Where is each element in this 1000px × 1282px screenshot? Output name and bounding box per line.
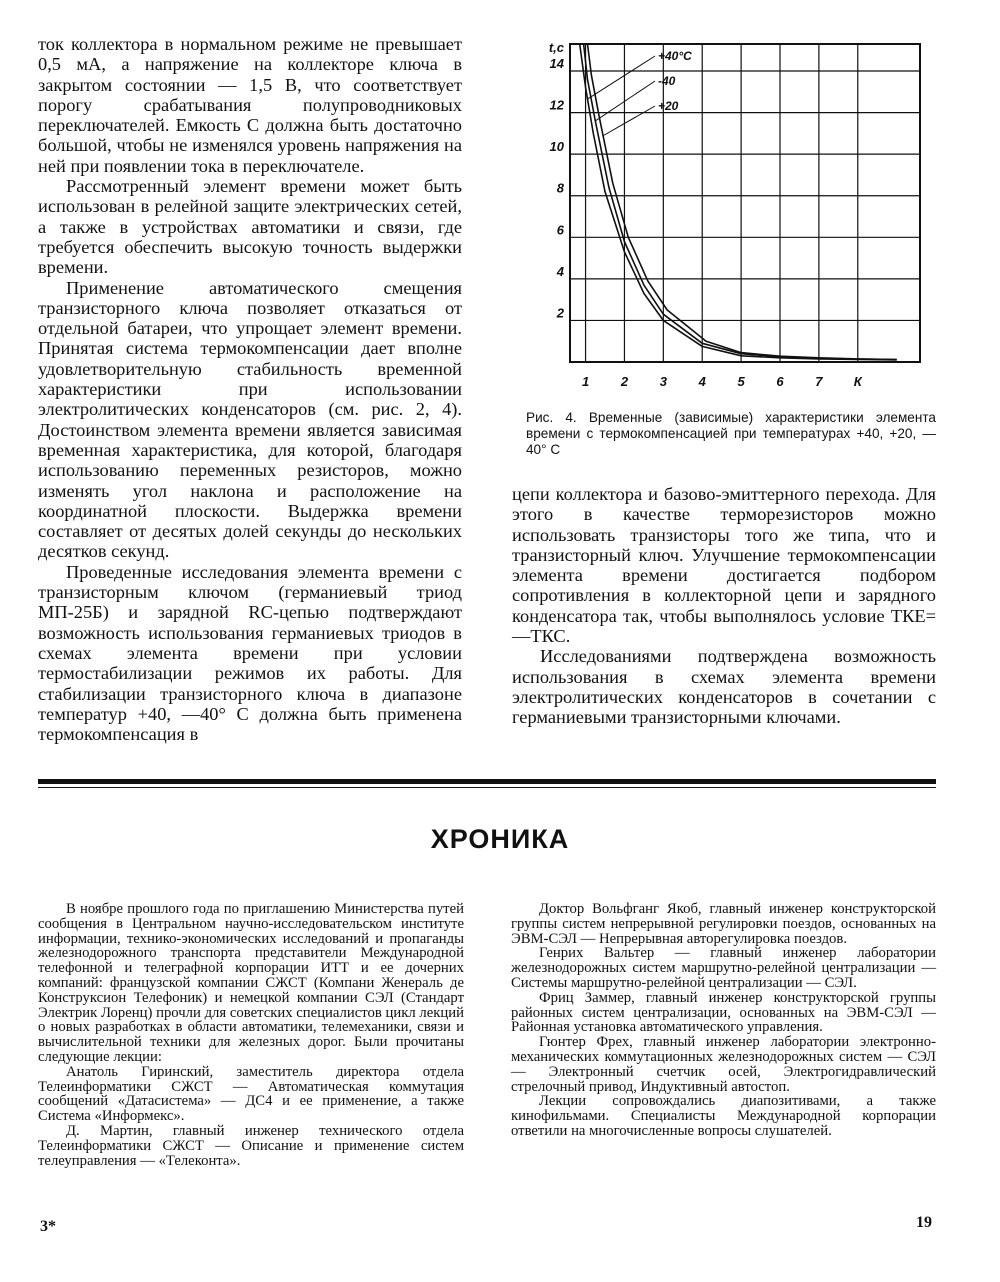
x-tick-label: 1 (581, 374, 590, 389)
x-tick-label: 4 (698, 374, 706, 389)
chronicle-right-column (511, 902, 936, 1139)
y-tick-label: 8 (556, 180, 564, 196)
figure-caption: Рис. 4. Временные (зависимые) характеристики элемента времени с термокомпенсацией при температурах +40, +20, —40° С (526, 410, 936, 457)
paragraph: В ноябре прошлого года по приглашению Министерства путей сообщения в Центральном научно-исследовательском институте информации, технико-экономических исследований и пропаганды железнодорожного транспорта представители Международной телефонной и телеграфной корпорации ИТТ и ее дочерних компаний: французской компании СЖСТ (Компани Женераль де Конструксион Телефоник) и немецкой компании СЭЛ (Стандарт Электрик Лоренц) прочли для советских специалистов цикл лекций о новых разработках в области автоматики, телемеханики, связи и вычислительной техники для железных дорог. Были прочитаны следующие лекции: (38, 901, 464, 1065)
x-tick-label: К (853, 374, 862, 389)
paragraph: Исследованиями подтверждена возможность использования в схемах элемента времени электролитических конденсаторов в сочетании с германиевыми транзисторными ключами. (512, 646, 936, 728)
time-characteristic-chart (515, 32, 937, 402)
chart-series (580, 44, 897, 360)
series-line (584, 44, 897, 360)
paragraph: Фриц Заммер, главный инженер конструкторской группы районных систем централизации, основанных на ЭВМ-СЭЛ — Районная установка автоматического управления. (511, 989, 936, 1036)
paragraph: Генрих Вальтер — главный инженер лаборатории железнодорожных систем маршрутно-релейной централизации — Системы маршрутно-релейной централизации — СЭЛ. (511, 945, 936, 991)
right-text-column (512, 484, 936, 728)
x-tick-label: 6 (776, 374, 784, 389)
section-divider (38, 779, 936, 784)
page-signature: 3* (40, 1218, 56, 1235)
legend-leader (595, 81, 655, 121)
y-tick-label: 2 (556, 305, 564, 321)
y-tick-label: 12 (549, 97, 564, 113)
series-line (588, 44, 897, 360)
legend-label: +40°С (658, 49, 692, 63)
legend-label: -40 (658, 74, 676, 88)
legend-label: +20 (658, 99, 679, 113)
paragraph: Анатоль Гиринский, заместитель директора отдела Телеинформатики СЖСТ — Автоматическая коммутация сообщений «Датасистема» — ДС4 и ее применение, а также Система «Информекс». (38, 1063, 464, 1125)
y-tick-label: 14 (549, 56, 564, 72)
series-line (580, 44, 897, 360)
paragraph: Лекции сопровождались диапозитивами, а также кинофильмами. Специалисты Международной корпорации ответили на многочисленные вопросы слушателей. (511, 1093, 936, 1139)
paragraph: Гюнтер Фрех, главный инженер лаборатории электронно-механических коммутационных железнодорожных систем — СЭЛ — Электронный счетчик осей, Электрогидравлический стрелочный привод, Индуктивный автостоп. (511, 1034, 936, 1095)
y-tick-label: 6 (556, 222, 564, 238)
section-title: ХРОНИКА (430, 824, 570, 854)
paragraph: Рассмотренный элемент времени может быть использован в релейной защите электрических сетей, а также в устройствах автоматики и связи, где требуется обеспечить высокую точность выдержки времени. (38, 176, 462, 278)
paragraph: Проведенные исследования элемента времени с транзисторным ключом (германиевый триод МП-25Б) и зарядной RC-цепью подтверждают возможность использования германиевых триодов в схемах элемента времени при условии термостабилизации режимов их работы. Для стабилизации транзисторного ключа в диапазоне температур +40, —40° С должна быть применена термокомпенсация в (38, 561, 462, 745)
page-number: 19 (916, 1214, 932, 1231)
left-text-column (38, 34, 462, 744)
chronicle-left-column (38, 902, 464, 1168)
chart-frame (570, 44, 920, 362)
legend-leader (588, 56, 656, 99)
chart-legend (588, 49, 693, 136)
section-divider-thin (38, 787, 936, 788)
paragraph: ток коллектора в нормальном режиме не превышает 0,5 мА, а напряжение на коллекторе ключа в закрытом состоянии — 1,5 В, что соответствует порогу срабатывания полупроводниковых переключателей. Емкость С должна быть достаточно большой, чтобы не изменялся уровень напряжения на ней при появлении тока в переключателе. (38, 34, 462, 176)
x-tick-label: 2 (620, 374, 629, 389)
x-tick-label: 3 (659, 374, 667, 389)
paragraph: Д. Мартин, главный инженер технического отдела Телеинформатики СЖСТ — Описание и применение систем телеуправления — «Телеконта». (38, 1122, 464, 1169)
x-tick-label: 5 (737, 374, 745, 389)
x-tick-label: 7 (815, 374, 823, 389)
y-tick-label: 10 (549, 139, 564, 155)
paragraph: Применение автоматического смещения транзисторного ключа позволяет отказаться от отдельной батареи, что упрощает элемент времени. Принятая система термокомпенсации дает вполне удовлетворительную стабильность временной характеристики при использовании электролитических конденсаторов (см. рис. 2, 4). Достоинством элемента времени является зависимая временная характеристика, для которой, благодаря использованию переменных резисторов, можно изменять угол наклона и расположение на координатной плоскости. Выдержка времени составляет от десятых долей секунды до нескольких десятков секунд. (38, 277, 462, 562)
chart-tick-labels (549, 40, 863, 389)
chart-grid (570, 44, 920, 362)
paragraph: Доктор Вольфганг Якоб, главный инженер конструкторской группы систем непрерывной регулировки поездов, основанных на ЭВМ-СЭЛ — Непрерывная авторегулировка поездов. (511, 901, 936, 947)
y-tick-label: 4 (556, 263, 564, 279)
paragraph: цепи коллектора и базово-эмиттерного перехода. Для этого в качестве терморезисторов можно использовать транзисторы того же типа, что и транзисторный ключ. Улучшение термокомпенсации элемента времени достигается подбором сопротивления в коллекторной цепи и зарядного конденсатора так, чтобы выполнялось условие ТКЕ= —ТКС. (512, 484, 936, 647)
y-axis-label: t,с (548, 40, 564, 55)
